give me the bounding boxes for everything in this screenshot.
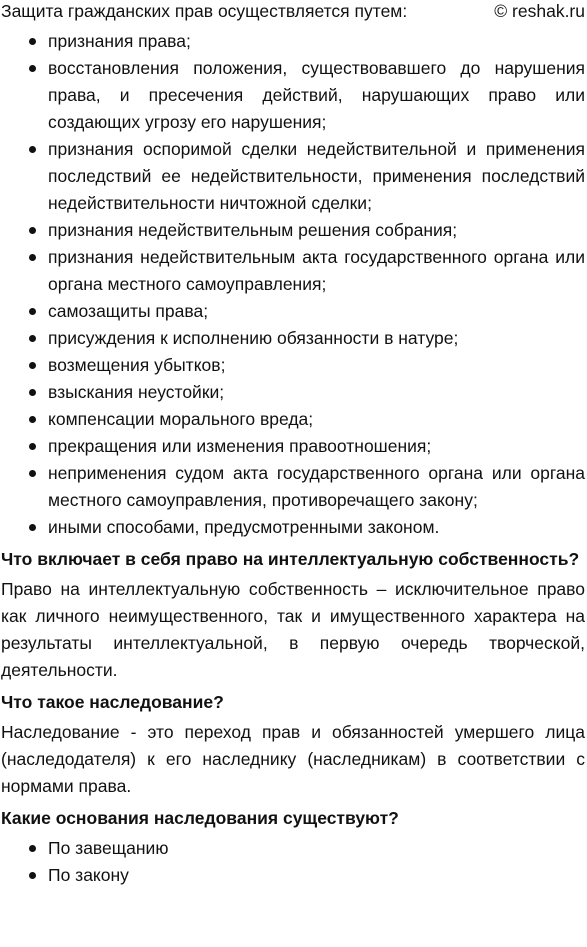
list-item-text: неприменения судом акта государственного органа или органа местного самоуправления, противоречащего закону;: [48, 463, 585, 510]
bullet-icon: [29, 65, 36, 72]
list-item-text: По закону: [48, 865, 129, 885]
header-line: [1, 0, 585, 22]
bullet-icon: [29, 524, 36, 531]
list-item-text: признания недействительным решения собрания;: [48, 220, 458, 240]
list-item: [1, 379, 585, 406]
bullet-icon: [29, 872, 36, 879]
list-item: [1, 28, 585, 55]
list-item: [1, 835, 585, 862]
bullet-icon: [29, 146, 36, 153]
answer-paragraph: Наследование - это переход прав и обязанностей умершего лица (наследодателя) к его наследнику (наследникам) в соответствии с нормами права.: [1, 722, 585, 796]
list-item: [1, 136, 585, 217]
list-item: [1, 514, 585, 541]
list-item-text: признания права;: [48, 31, 191, 51]
list-item: [1, 406, 585, 433]
question-heading: Какие основания наследования существуют?: [1, 808, 399, 828]
bullet-icon: [29, 470, 36, 477]
bullet-icon: [29, 443, 36, 450]
bullet-icon: [29, 254, 36, 261]
list-item-text: восстановления положения, существовавшего до нарушения права, и пресечения действий, нарушающих право или создающих угрозу его нарушения;: [48, 58, 585, 132]
inheritance-grounds-list: [1, 835, 585, 889]
bullet-icon: [29, 308, 36, 315]
watermark-text: © reshak.ru: [494, 1, 585, 21]
intro-text: Защита гражданских прав осуществляется путем:: [1, 1, 408, 21]
protection-methods-list: [1, 28, 585, 541]
list-item-text: По завещанию: [48, 838, 169, 858]
bullet-icon: [29, 845, 36, 852]
list-item-text: компенсации морального вреда;: [48, 409, 314, 429]
list-item-text: самозащиты права;: [48, 301, 209, 321]
list-item: [1, 862, 585, 889]
bullet-icon: [29, 38, 36, 45]
list-item: [1, 298, 585, 325]
list-item: [1, 217, 585, 244]
bullet-icon: [29, 389, 36, 396]
question-heading: Что такое наследование?: [1, 692, 224, 712]
bullet-icon: [29, 362, 36, 369]
list-item: [1, 460, 585, 514]
bullet-icon: [29, 335, 36, 342]
list-item: [1, 352, 585, 379]
list-item-text: признания оспоримой сделки недействительной и применения последствий ее недействительности, применения последствий недействительности ничтожной сделки;: [48, 139, 585, 213]
answer-paragraph: Право на интеллектуальную собственность – исключительное право как личного неимущественного, так и имущественного характера на результаты интеллектуальной, в первую очередь творческой, деятельности.: [1, 579, 585, 680]
list-item: [1, 55, 585, 136]
list-item-text: прекращения или изменения правоотношения;: [48, 436, 432, 456]
question-heading: Что включает в себя право на интеллектуальную собственность?: [1, 549, 580, 569]
list-item-text: возмещения убытков;: [48, 355, 226, 375]
bullet-icon: [29, 227, 36, 234]
list-item-text: взыскания неустойки;: [48, 382, 225, 402]
list-item: [1, 244, 585, 298]
list-item-text: иными способами, предусмотренными законом.: [48, 517, 440, 537]
list-item-text: присуждения к исполнению обязанности в натуре;: [48, 328, 459, 348]
list-item: [1, 433, 585, 460]
list-item: [1, 325, 585, 352]
bullet-icon: [29, 416, 36, 423]
list-item-text: признания недействительным акта государственного органа или органа местного самоуправления;: [48, 247, 585, 294]
